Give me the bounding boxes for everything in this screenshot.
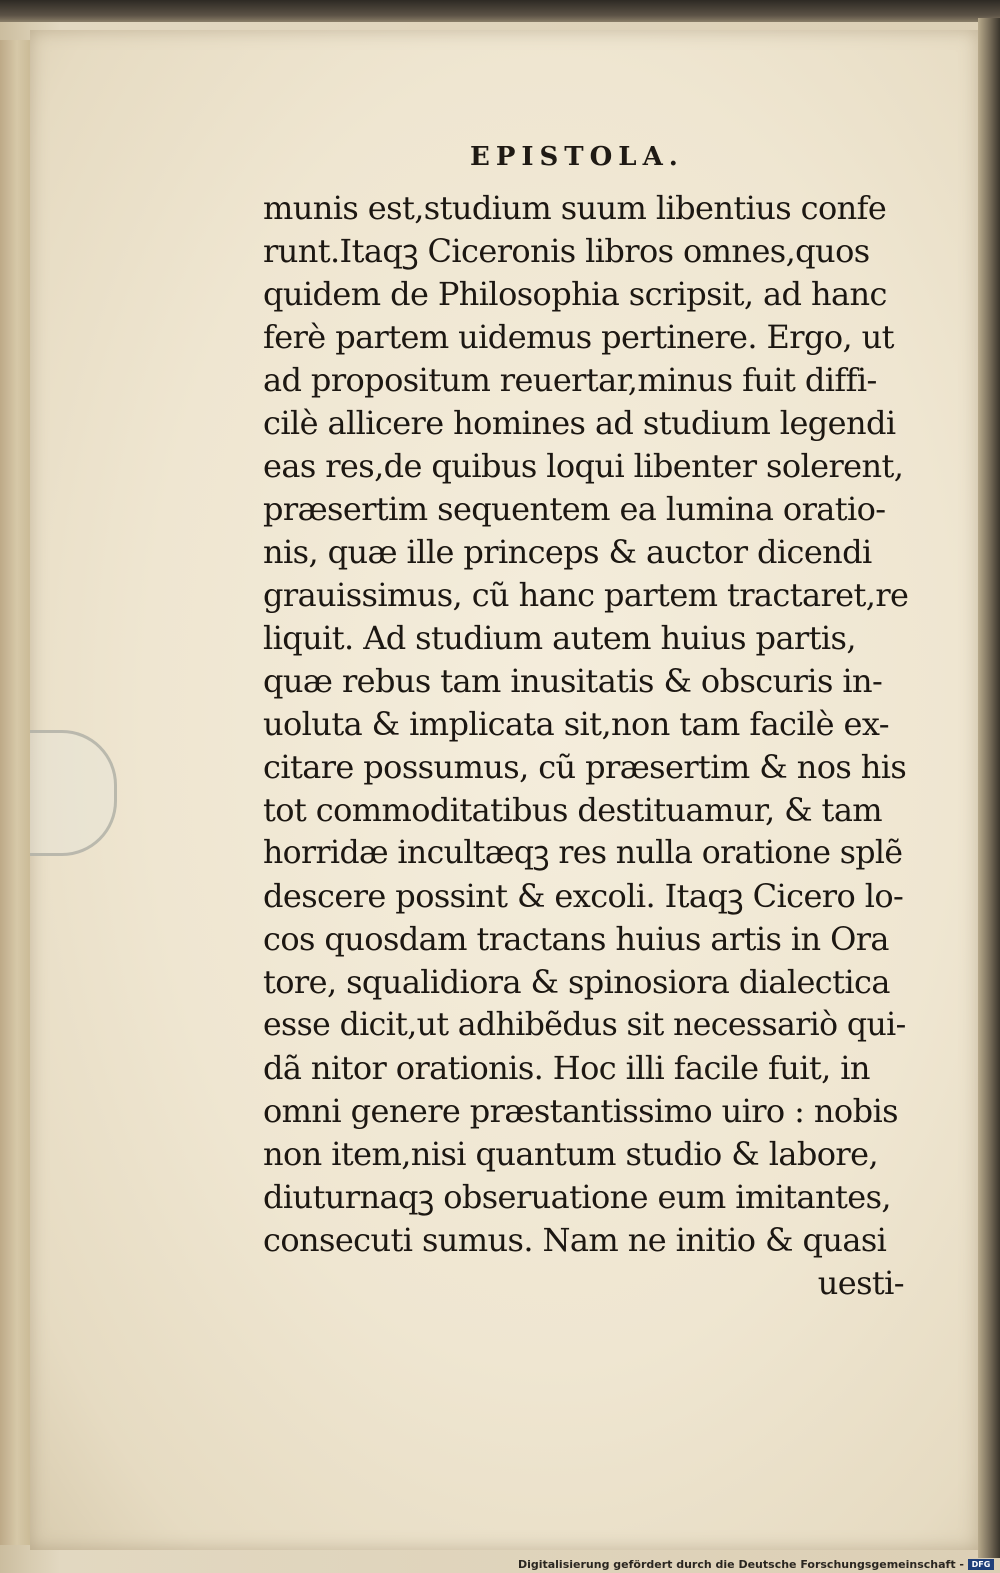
text-line: descere possint & excoli. Itaqꝫ Cicero lo- bbox=[263, 877, 904, 915]
text-line: horridæ incultæqꝫ res nulla oratione splẽ bbox=[263, 835, 903, 871]
text-line: non item,nisi quantum studio & labore, bbox=[263, 1135, 879, 1173]
text-line: omni genere præstantissimo uiro : nobis bbox=[263, 1092, 898, 1130]
text-line: munis est,studium suum libentius confe bbox=[263, 189, 887, 227]
text-line: eas res,de quibus loqui libenter solerent, bbox=[263, 447, 904, 485]
scan-top-edge bbox=[0, 0, 1000, 22]
body-text bbox=[263, 187, 908, 1305]
text-line: consecuti sumus. Nam ne initio & quasi bbox=[263, 1221, 887, 1259]
running-head: EPISTOLA. bbox=[470, 142, 684, 172]
text-line: runt.Itaqꝫ Ciceronis libros omnes,quos bbox=[263, 232, 870, 270]
text-line: ad propositum reuertar,minus fuit diffi- bbox=[263, 361, 877, 399]
text-line: ferè partem uidemus pertinere. Ergo, ut bbox=[263, 318, 894, 356]
text-line: tot commoditatibus destituamur, & tam bbox=[263, 791, 883, 829]
text-line: quidem de Philosophia scripsit, ad hanc bbox=[263, 275, 887, 313]
text-line: cilè allicere homines ad studium legendi bbox=[263, 404, 896, 442]
text-line: dã nitor orationis. Hoc illi facile fuit, in bbox=[263, 1049, 870, 1087]
text-line: diuturnaqꝫ obseruatione eum imitantes, bbox=[263, 1178, 891, 1216]
page-clip bbox=[30, 730, 117, 856]
text-line: tore, squalidiora & spinosiora dialectica bbox=[263, 963, 890, 1001]
text-line: esse dicit,ut adhibẽdus sit necessariò qui- bbox=[263, 1007, 906, 1043]
text-line: grauissimus, cũ hanc partem tractaret,re bbox=[263, 576, 909, 614]
dfg-logo: DFG bbox=[968, 1559, 994, 1570]
text-line: liquit. Ad studium autem huius partis, bbox=[263, 619, 856, 657]
digitization-credit: Digitalisierung gefördert durch die Deutsche Forschungsgemeinschaft - bbox=[517, 1558, 964, 1571]
text-line: citare possumus, cũ præsertim & nos his bbox=[263, 748, 907, 786]
text-line: quæ rebus tam inusitatis & obscuris in- bbox=[263, 662, 883, 700]
text-line: nis, quæ ille princeps & auctor dicendi bbox=[263, 533, 872, 571]
text-line: præsertim sequentem ea lumina oratio- bbox=[263, 490, 886, 528]
catchword: uesti- bbox=[817, 1264, 904, 1302]
book-spine-edge bbox=[978, 18, 1000, 1558]
text-line: cos quosdam tractans huius artis in Ora bbox=[263, 920, 889, 958]
text-line: uoluta & implicata sit,non tam facilè ex- bbox=[263, 705, 889, 743]
